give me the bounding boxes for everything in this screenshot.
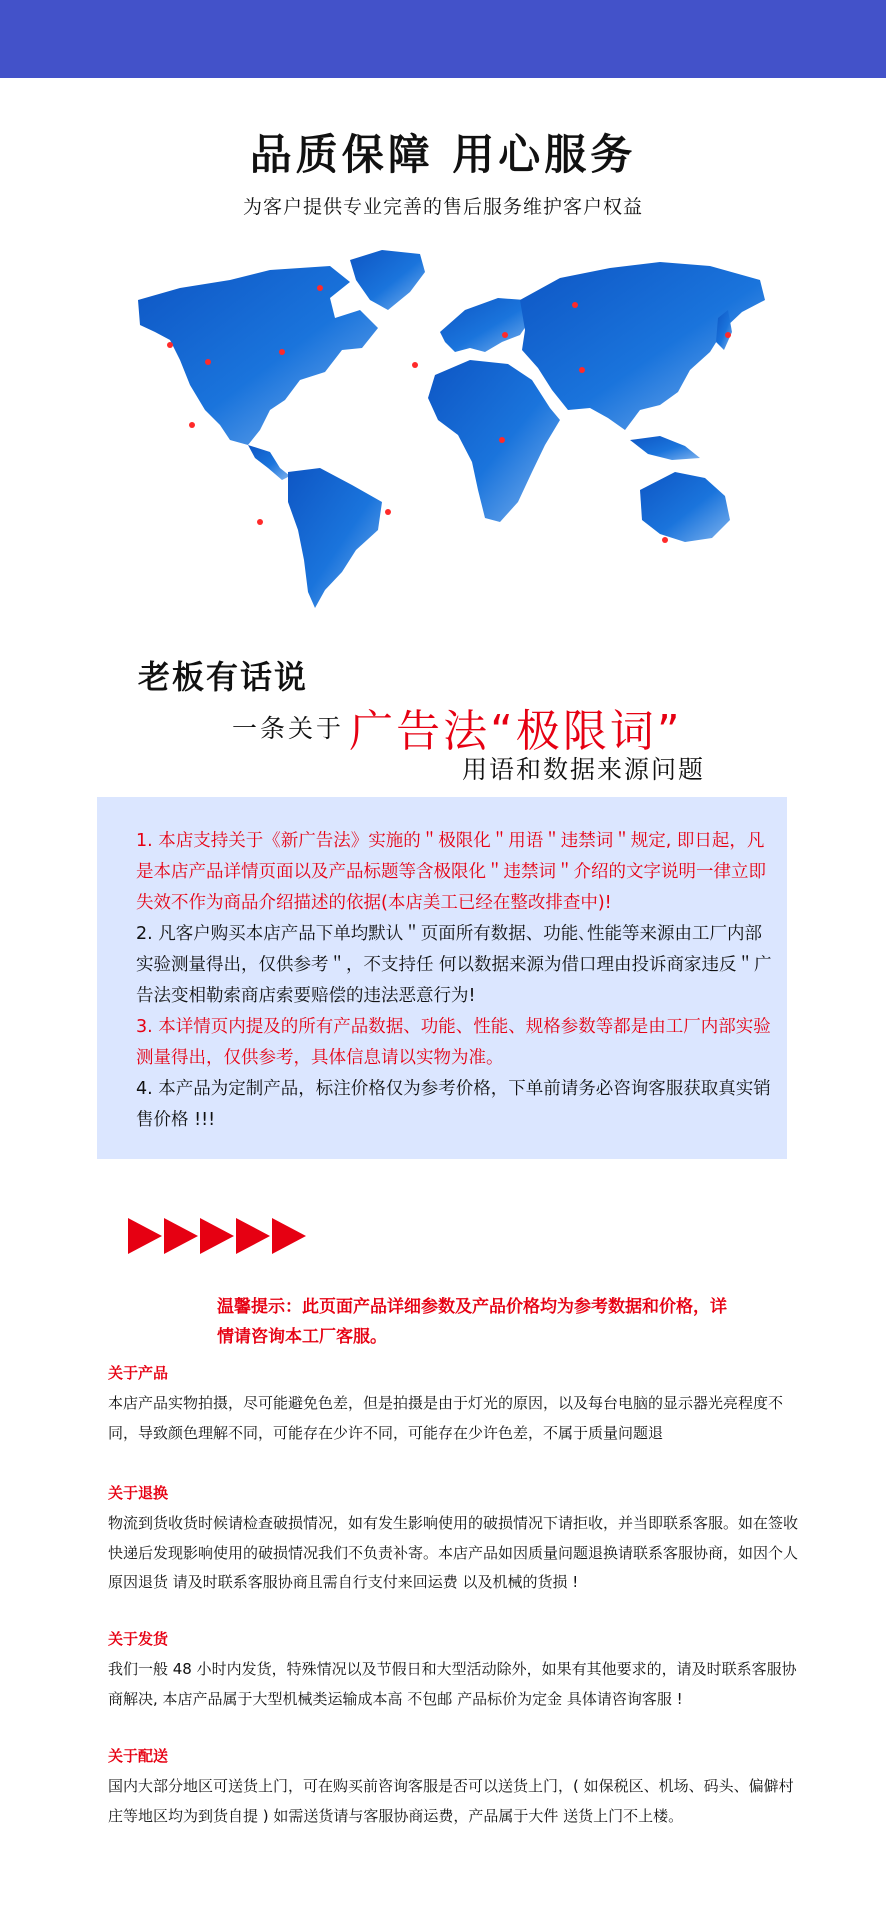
continent-greenland: [350, 250, 425, 310]
notice-item-1: 1. 本店支持关于《新广告法》实施的＂极限化＂用语＂违禁词＂规定, 即日起，凡是本店产品详情页面以及产品标题等含极限化＂违禁词＂介绍的文字说明一律立即失效不作为商品介绍描述的依据(本店美工已经在整改排查中)!: [136, 831, 766, 913]
section-title-return: 关于退换: [108, 1484, 169, 1502]
notice-box: [97, 797, 787, 1159]
page-title: 品质保障 用心服务: [249, 130, 637, 179]
continent-australia: [640, 472, 730, 542]
continent-central-america: [248, 445, 290, 480]
notice-item-3: 3. 本详情页内提及的所有产品数据、功能、性能、规格参数等都是由工厂内部实验测量得出，仅供参考，具体信息请以实物为准。: [136, 1017, 771, 1068]
notice-item-2: 2. 凡客户购买本店产品下单均默认＂页面所有数据、功能､性能等来源由工厂内部实验测量得出，仅供参考＂，不支持任 何以数据来源为借口理由投诉商家违反＂广告法变相勒索商店索要赔偿的违法恶意行为!: [136, 924, 772, 1006]
ad-law-highlight: 广告法“极限词”: [349, 706, 683, 757]
section-body-product: 本店产品实物拍摄，尽可能避免色差，但是拍摄是由于灯光的原因，以及每台电脑的显示器光亮程度不同，导致颜色理解不同，可能存在少许不同，可能存在少许色差，不属于质量问题退: [108, 1394, 784, 1442]
boss-says-heading: 老板有话说: [138, 658, 309, 696]
red-arrows-decoration: [128, 1216, 308, 1256]
section-title-product: 关于产品: [108, 1364, 169, 1382]
section-body-delivery: 国内大部分地区可送货上门，可在购买前咨询客服是否可以送货上门，( 如保税区、机场、码头、偏僻村庄等地区均为到货自提 ) 如需送货请与客服协商运费，产品属于大件 送货上门不上楼。: [108, 1777, 794, 1825]
section-body-shipping: 我们一般 48 小时内发货，特殊情况以及节假日和大型活动除外，如果有其他要求的，请及时联系客服协商解决, 本店产品属于大型机械类运输成本高 不包邮 产品标价为定金 具体请咨询客服 !: [108, 1660, 797, 1708]
notice-item-4: 4. 本产品为定制产品，标注价格仅为参考价格，下单前请务必咨询客服获取真实销售价格 !!!: [136, 1079, 771, 1130]
continent-asia: [520, 262, 765, 430]
continent-europe: [440, 298, 530, 352]
section-body-return: 物流到货收货时候请检查破损情况，如有发生影响使用的破损情况下请拒收，并当即联系客服。如在签收快递后发现影响使用的破损情况我们不负责补寄。本店产品如因质量问题退换请联系客服协商，如因个人原因退货 请及时联系客服协商且需自行支付来回运费 以及机械的货损 !: [108, 1514, 799, 1591]
continent-south-america: [288, 468, 382, 608]
ad-law-prefix: 一条关于: [232, 714, 345, 743]
section-title-delivery: 关于配送: [108, 1747, 169, 1765]
world-map: [120, 240, 770, 610]
continent-africa: [428, 360, 560, 522]
continent-north-america: [138, 266, 378, 445]
section-title-shipping: 关于发货: [108, 1630, 169, 1648]
top-banner: [0, 0, 886, 78]
ad-law-subline: 用语和数据来源问题: [462, 755, 706, 784]
page-subtitle: 为客户提供专业完善的售后服务维护客户权益: [242, 196, 643, 218]
islands-southeast-asia: [630, 436, 700, 460]
warm-tip: 温馨提示：此页面产品详细参数及产品价格均为参考数据和价格，详情请咨询本工厂客服。: [217, 1297, 727, 1347]
